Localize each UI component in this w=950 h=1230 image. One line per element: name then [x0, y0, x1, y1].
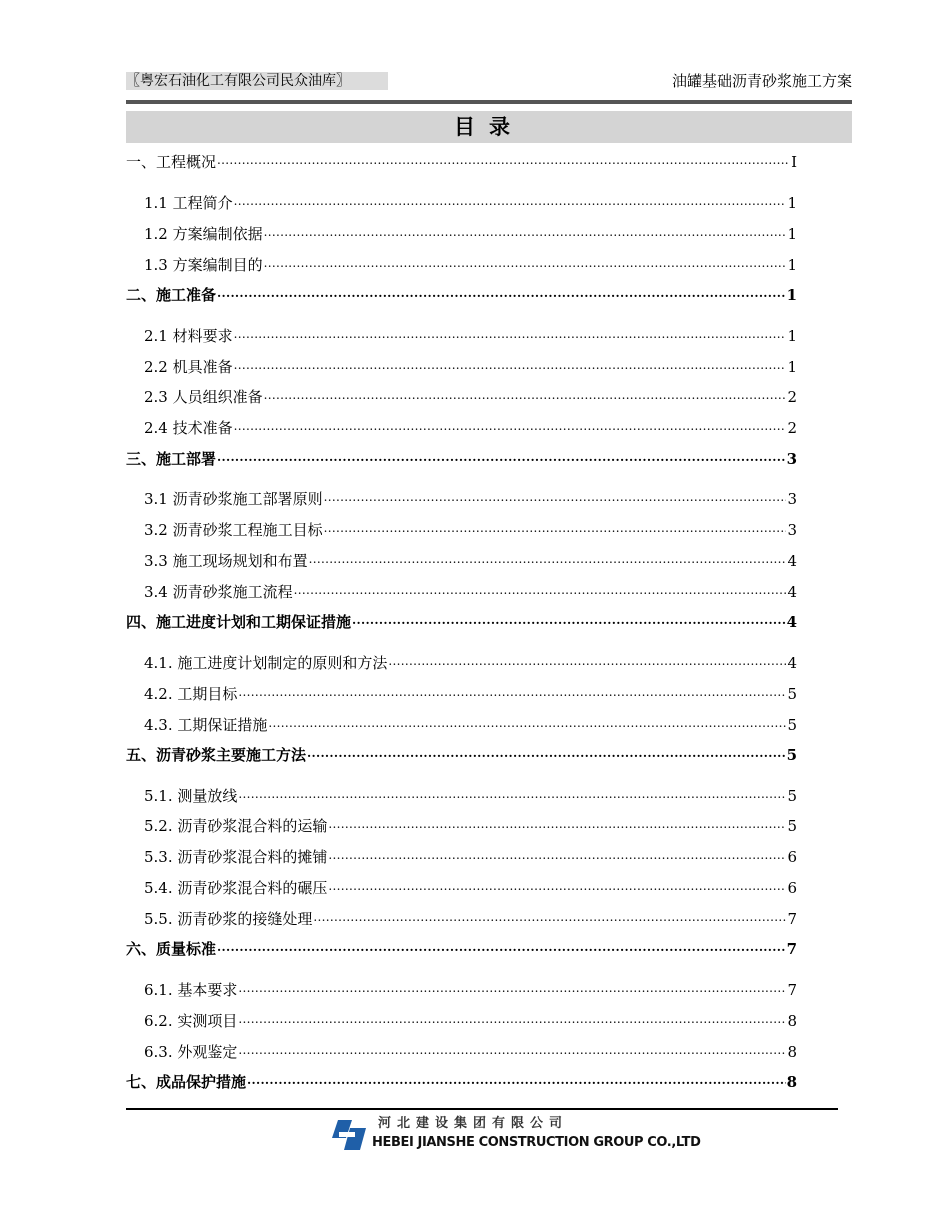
toc-label: 六、质量标准	[126, 940, 217, 958]
toc-section-4[interactable]	[126, 612, 797, 632]
toc-page: 3	[787, 521, 797, 539]
toc-leader	[268, 712, 786, 733]
toc-label: 2.1 材料要求	[144, 327, 233, 345]
toc-label: 五、沥青砂浆主要施工方法	[126, 746, 307, 764]
toc-item-5-4[interactable]	[144, 878, 797, 898]
toc-page: 8	[787, 1043, 797, 1061]
toc-label: 二、施工准备	[126, 286, 217, 304]
toc-label: 3.4 沥青砂浆施工流程	[144, 583, 293, 601]
toc-item-3-1[interactable]	[144, 489, 797, 509]
toc-item-2-2[interactable]	[144, 357, 797, 377]
toc-leader	[352, 609, 786, 630]
toc-label: 2.3 人员组织准备	[144, 388, 263, 406]
toc-label: 6.2. 实测项目	[144, 1012, 238, 1030]
toc-page: 1	[787, 327, 797, 345]
toc-label: 5.3. 沥青砂浆混合料的摊铺	[144, 848, 328, 866]
toc-page: 7	[786, 940, 797, 958]
toc-item-4-1[interactable]	[144, 653, 797, 673]
toc-leader	[238, 1008, 786, 1029]
toc-leader	[238, 681, 786, 702]
toc-item-2-1[interactable]	[144, 326, 797, 346]
toc-leader	[217, 936, 786, 957]
toc-page: 7	[787, 981, 797, 999]
toc-item-1-1[interactable]	[144, 193, 797, 213]
toc-page: 3	[787, 490, 797, 508]
toc-leader	[234, 323, 787, 344]
header-company: 〖粤宏石油化工有限公司民众油库〗	[126, 72, 388, 90]
hebei-jianshe-logo-icon	[330, 1118, 368, 1152]
toc-item-3-4[interactable]	[144, 582, 797, 602]
toc-section-5[interactable]	[126, 745, 797, 765]
toc-leader	[234, 354, 787, 375]
toc-label: 七、成品保护措施	[126, 1073, 247, 1091]
toc-label: 5.2. 沥青砂浆混合料的运输	[144, 817, 328, 835]
toc-label: 四、施工进度计划和工期保证措施	[126, 613, 352, 631]
toc-page: 4	[787, 654, 797, 672]
toc-leader	[294, 579, 787, 600]
toc-label: 6.3. 外观鉴定	[144, 1043, 238, 1061]
toc-label: 1.3 方案编制目的	[144, 256, 263, 274]
toc-leader	[309, 548, 787, 569]
toc-page: 6	[787, 848, 797, 866]
toc-page: 5	[787, 817, 797, 835]
toc-page: 2	[787, 419, 797, 437]
toc-item-6-1[interactable]	[144, 980, 797, 1000]
toc-leader	[217, 282, 786, 303]
toc-leader	[238, 783, 786, 804]
toc-label: 5.5. 沥青砂浆的接缝处理	[144, 910, 313, 928]
toc-leader	[313, 906, 786, 927]
toc-page: 7	[787, 910, 797, 928]
toc-item-3-2[interactable]	[144, 520, 797, 540]
toc-section-1[interactable]	[126, 152, 797, 172]
toc-page: 1	[787, 194, 797, 212]
toc-page: 3	[786, 450, 797, 468]
toc-label: 4.3. 工期保证措施	[144, 716, 268, 734]
company-name-en: HEBEI JIANSHE CONSTRUCTION GROUP CO.,LTD	[372, 1135, 701, 1150]
toc-item-2-3[interactable]	[144, 387, 797, 407]
toc-label: 3.1 沥青砂浆施工部署原则	[144, 490, 323, 508]
toc-item-1-2[interactable]	[144, 224, 797, 244]
toc-section-2[interactable]	[126, 285, 797, 305]
toc-item-1-3[interactable]	[144, 255, 797, 275]
toc-label: 5.1. 测量放线	[144, 787, 238, 805]
toc-page: 2	[787, 388, 797, 406]
toc-item-6-2[interactable]	[144, 1011, 797, 1031]
company-name-cn: 河北建设集团有限公司	[378, 1116, 569, 1131]
toc-item-3-3[interactable]	[144, 551, 797, 571]
toc-item-6-3[interactable]	[144, 1042, 797, 1062]
toc-label: 1.2 方案编制依据	[144, 225, 263, 243]
toc-page: 5	[786, 746, 797, 764]
toc-page: I	[791, 153, 797, 171]
toc-label: 2.2 机具准备	[144, 358, 233, 376]
toc-label: 2.4 技术准备	[144, 419, 233, 437]
toc-page: 6	[787, 879, 797, 897]
toc-page: 8	[786, 1073, 797, 1091]
header-document-title: 油罐基础沥青砂浆施工方案	[671, 72, 852, 90]
toc-label: 5.4. 沥青砂浆混合料的碾压	[144, 879, 328, 897]
toc-page: 4	[787, 552, 797, 570]
toc-title: 目录	[126, 111, 852, 143]
toc-item-4-3[interactable]	[144, 715, 797, 735]
toc-leader	[264, 384, 787, 405]
toc-label: 3.3 施工现场规划和布置	[144, 552, 308, 570]
toc-leader	[328, 844, 786, 865]
toc-leader	[247, 1069, 786, 1090]
toc-item-5-3[interactable]	[144, 847, 797, 867]
toc-page: 5	[787, 685, 797, 703]
toc-leader	[324, 486, 787, 507]
header-divider	[126, 100, 852, 104]
toc-item-5-2[interactable]	[144, 816, 797, 836]
toc-leader	[217, 149, 790, 170]
toc-leader	[234, 415, 787, 436]
toc-leader	[217, 446, 786, 467]
toc-leader	[234, 190, 787, 211]
toc-leader	[328, 875, 786, 896]
toc-item-5-1[interactable]	[144, 786, 797, 806]
toc-page: 1	[787, 225, 797, 243]
toc-leader	[388, 650, 786, 671]
toc-leader	[264, 221, 787, 242]
toc-leader	[238, 1039, 786, 1060]
toc-label: 一、工程概况	[126, 153, 217, 171]
toc-label: 3.2 沥青砂浆工程施工目标	[144, 521, 323, 539]
toc-leader	[264, 252, 787, 273]
toc-page: 5	[787, 787, 797, 805]
toc-label: 4.1. 施工进度计划制定的原则和方法	[144, 654, 388, 672]
toc-label: 三、施工部署	[126, 450, 217, 468]
toc-page: 5	[787, 716, 797, 734]
toc-label: 4.2. 工期目标	[144, 685, 238, 703]
toc-page: 4	[787, 583, 797, 601]
toc-page: 1	[787, 358, 797, 376]
toc-section-6[interactable]	[126, 939, 797, 959]
toc-page: 4	[786, 613, 797, 631]
toc-section-7[interactable]	[126, 1072, 797, 1092]
toc-item-5-5[interactable]	[144, 909, 797, 929]
toc-leader	[307, 742, 786, 763]
toc-leader	[324, 517, 787, 538]
toc-item-4-2[interactable]	[144, 684, 797, 704]
toc-leader	[328, 813, 786, 834]
toc-label: 1.1 工程简介	[144, 194, 233, 212]
toc-page: 8	[787, 1012, 797, 1030]
toc-item-2-4[interactable]	[144, 418, 797, 438]
footer-divider	[126, 1108, 838, 1110]
toc-leader	[238, 977, 786, 998]
toc-page: 1	[787, 256, 797, 274]
toc-section-3[interactable]	[126, 449, 797, 469]
toc-page: 1	[786, 286, 797, 304]
toc-label: 6.1. 基本要求	[144, 981, 238, 999]
